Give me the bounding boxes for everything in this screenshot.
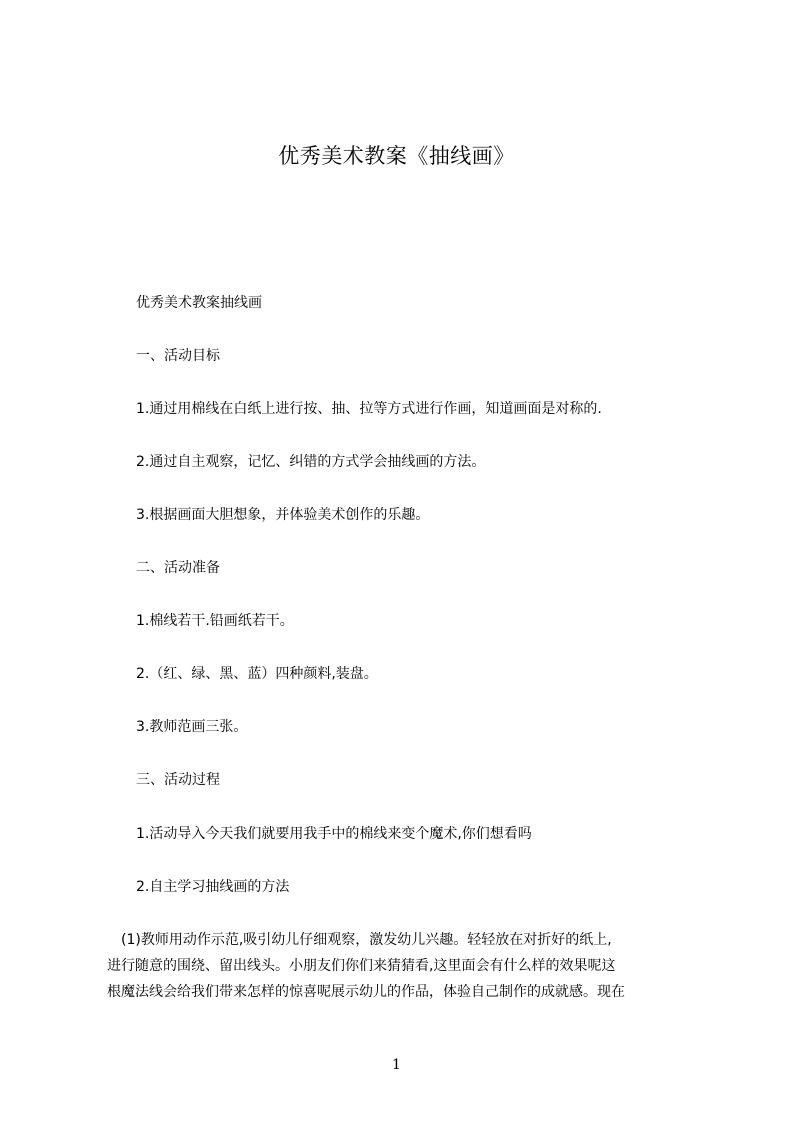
section-heading-process: 三、活动过程: [136, 772, 220, 788]
list-item-goal-1: 1.通过用棉线在白纸上进行按、抽、拉等方式进行作画，知道画面是对称的.: [136, 401, 602, 417]
paragraph-line: 进行随意的围绕、留出线头。小朋友们你们来猜猜看,这里面会有什么样的效果呢这: [107, 958, 616, 974]
paragraph-line: (1)教师用动作示范,吸引幼儿仔细观察，激发幼儿兴趣。轻轻放在对折好的纸上,: [107, 932, 612, 948]
document-title: 优秀美术教案《抽线画》: [278, 144, 515, 168]
paragraph-line: 根魔法线会给我们带来怎样的惊喜呢展示幼儿的作品，体验自己制作的成就感。现在: [107, 984, 625, 1000]
list-item-prep-1: 1.棉线若干.铅画纸若干。: [136, 613, 294, 629]
list-item-process-1: 1.活动导入今天我们就要用我手中的棉线来变个魔术,你们想看吗: [136, 826, 532, 842]
list-item-prep-3: 3.教师范画三张。: [136, 719, 248, 735]
list-item-goal-3: 3.根据画面大胆想象，并体验美术创作的乐趣。: [136, 507, 430, 523]
section-heading-preparation: 二、活动准备: [136, 560, 220, 576]
list-item-prep-2: 2.（红、绿、黑、蓝）四种颜料,装盘。: [136, 666, 378, 682]
body-paragraph: [107, 927, 697, 1005]
list-item-process-2: 2.自主学习抽线画的方法: [136, 879, 290, 895]
page-number: 1: [392, 1057, 401, 1073]
list-item-goal-2: 2.通过自主观察，记忆、纠错的方式学会抽线画的方法。: [136, 454, 486, 470]
section-heading-goals: 一、活动目标: [136, 348, 220, 364]
text-line-subtitle: 优秀美术教案抽线画: [136, 295, 262, 311]
